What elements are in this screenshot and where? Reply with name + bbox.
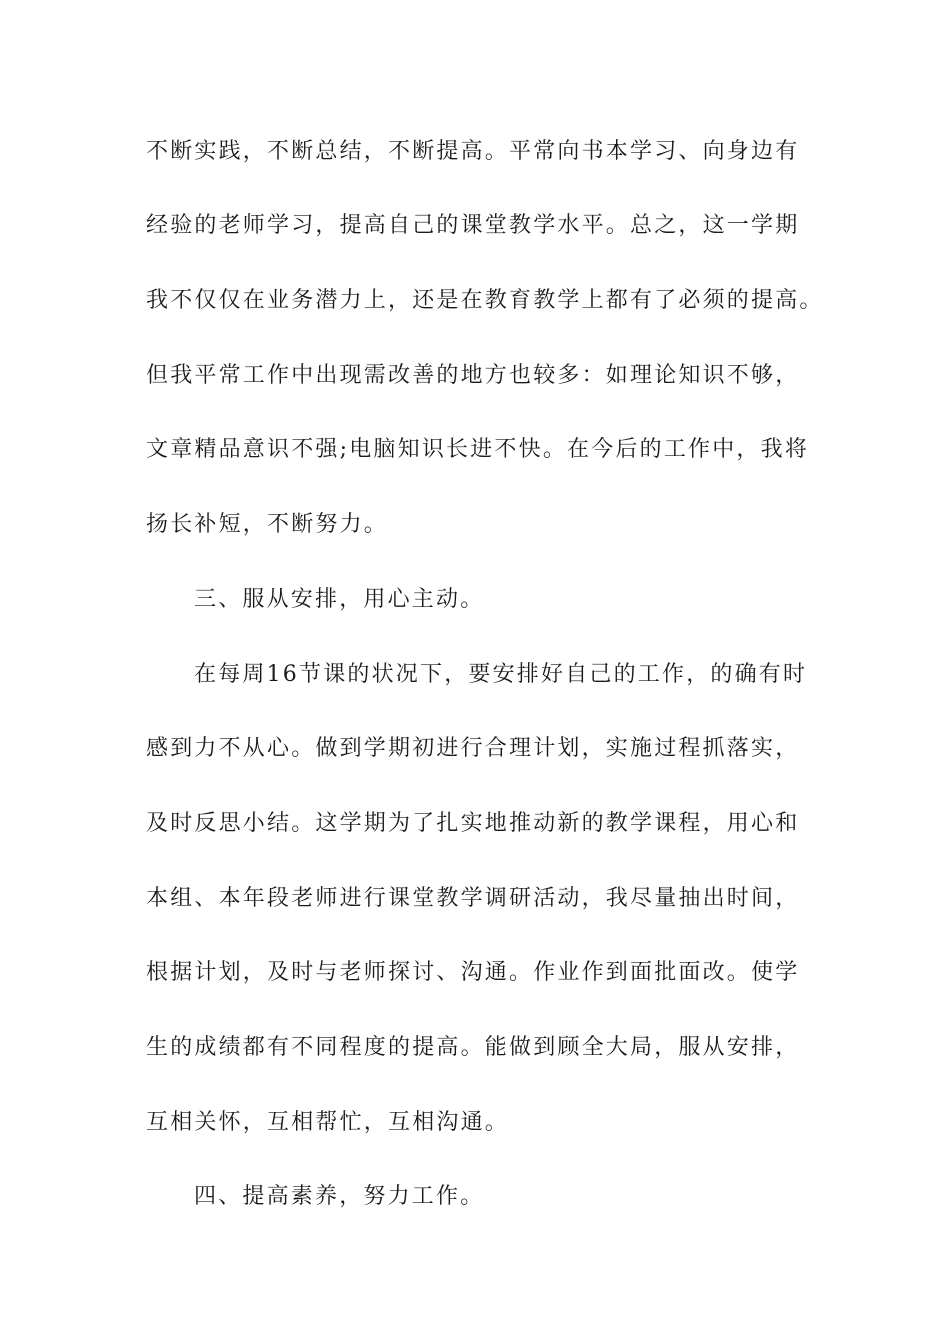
body-text-line: 感到力不从心。做到学期初进行合理计划，实施过程抓落实， [146, 736, 800, 761]
body-text-line: 在每周16节课的状况下，要安排好自己的工作，的确有时 [194, 662, 808, 687]
section-heading: 四、提高素养，努力工作。 [194, 1184, 485, 1209]
body-text-line: 不断实践，不断总结，不断提高。平常向书本学习、向身边有 [146, 139, 800, 164]
body-text-line: 扬长补短，不断努力。 [146, 512, 389, 537]
body-text-line: 本组、本年段老师进行课堂教学调研活动，我尽量抽出时间， [146, 886, 800, 911]
body-text-line: 及时反思小结。这学期为了扎实地推动新的教学课程，用心和 [146, 811, 800, 836]
body-text-line: 生的成绩都有不同程度的提高。能做到顾全大局，服从安排， [146, 1035, 800, 1060]
body-text-line: 文章精品意识不强;电脑知识长进不快。在今后的工作中，我将 [146, 437, 810, 462]
body-text-line: 根据计划，及时与老师探讨、沟通。作业作到面批面改。使学 [146, 960, 800, 985]
body-text-line: 经验的老师学习，提高自己的课堂教学水平。总之，这一学期 [146, 213, 800, 238]
section-heading: 三、服从安排，用心主动。 [194, 587, 485, 612]
body-text-line: 互相关怀，互相帮忙，互相沟通。 [146, 1110, 510, 1135]
body-text-line: 我不仅仅在业务潜力上，还是在教育教学上都有了必须的提高。 [146, 288, 824, 313]
body-text-line: 但我平常工作中出现需改善的地方也较多：如理论知识不够， [146, 363, 800, 388]
